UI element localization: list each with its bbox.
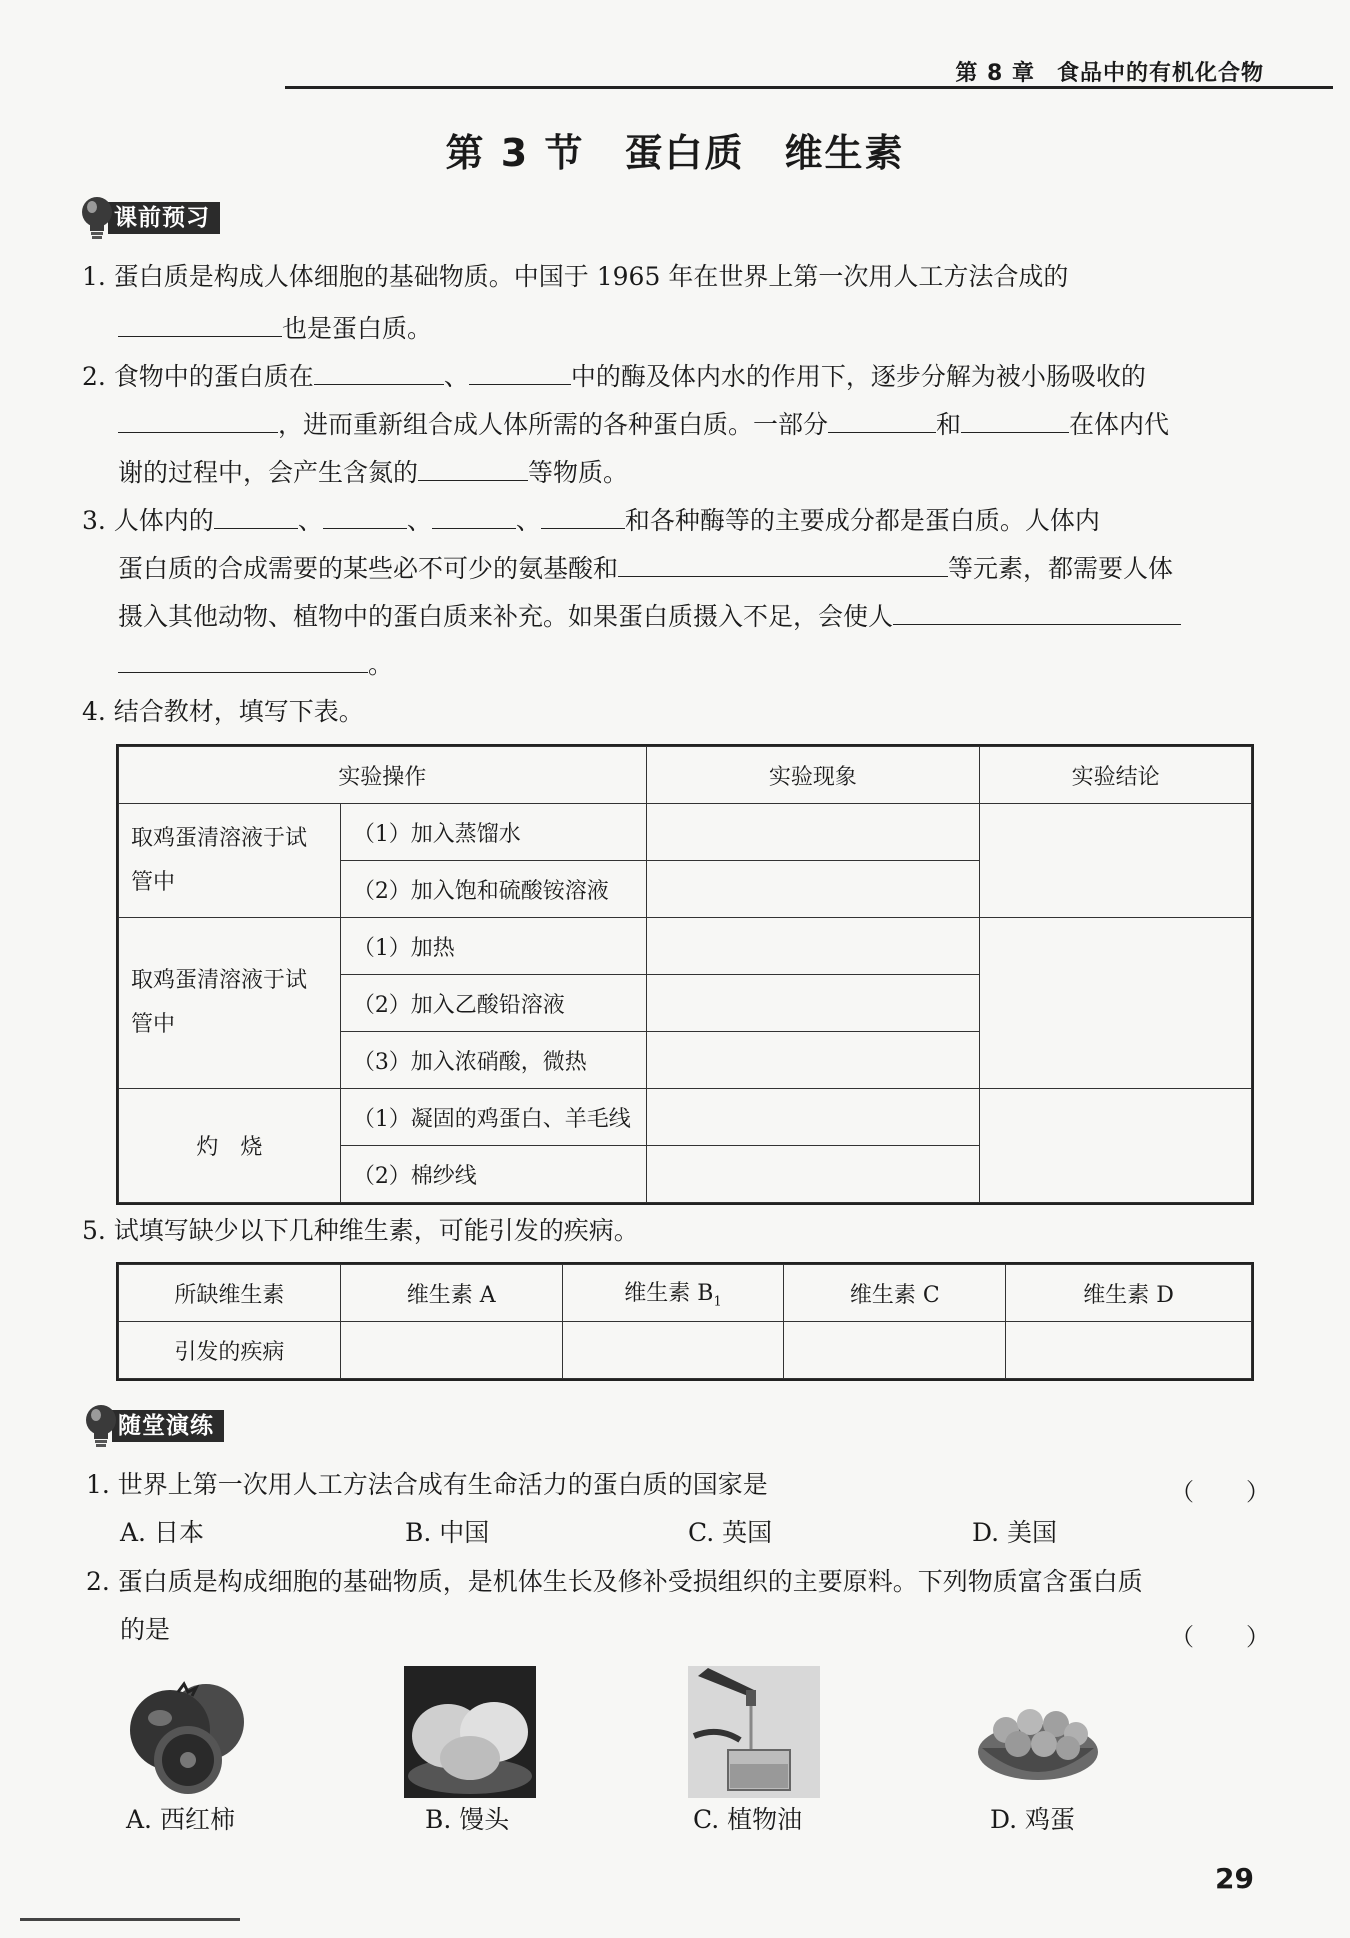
- phenomenon-cell[interactable]: [646, 861, 980, 918]
- option-c[interactable]: C. 植物油: [693, 1805, 803, 1834]
- section-label: 随堂演练: [112, 1410, 224, 1442]
- q4-prompt: 4. 结合教材，填写下表。: [82, 697, 364, 726]
- p2-stem-line2: 的是: [120, 1615, 171, 1644]
- answer-blank[interactable]: [893, 600, 1181, 625]
- q2-line1: 2. 食物中的蛋白质在 、 中的酶及体内水的作用下，逐步分解为被小肠吸收的: [82, 362, 1146, 391]
- answer-blank[interactable]: [323, 504, 407, 529]
- option-d[interactable]: D. 美国: [972, 1518, 1058, 1547]
- group-label: 灼 烧: [119, 1089, 341, 1203]
- q2-line3: 谢的过程中，会产生含氮的 等物质。: [118, 458, 629, 487]
- q5-prompt: 5. 试填写缺少以下几种维生素，可能引发的疾病。: [82, 1216, 639, 1245]
- operation-cell: （3）加入浓硝酸，微热: [340, 1032, 646, 1089]
- table-header: 所缺维生素: [119, 1265, 341, 1322]
- q1-line1: 1. 蛋白质是构成人体细胞的基础物质。中国于 1965 年在世界上第一次用人工方法合成的: [82, 262, 1069, 291]
- operation-cell: （1）加热: [340, 918, 646, 975]
- chapter-title: 食品中的有机化合物: [1056, 61, 1264, 86]
- conclusion-cell[interactable]: [980, 804, 1252, 918]
- phenomenon-cell[interactable]: [646, 975, 980, 1032]
- q1-line2: 也是蛋白质。: [118, 312, 432, 344]
- answer-blank[interactable]: [118, 648, 368, 673]
- phenomenon-cell[interactable]: [646, 1146, 980, 1203]
- chapter-number: 第 8 章: [955, 61, 1035, 86]
- operation-cell: （1）凝固的鸡蛋白、羊毛线: [340, 1089, 646, 1146]
- q3-line3: 摄入其他动物、植物中的蛋白质来补充。如果蛋白质摄入不足，会使人: [118, 600, 1181, 632]
- answer-blank[interactable]: [432, 504, 516, 529]
- table-row: [119, 1265, 1252, 1322]
- operation-cell: （2）加入饱和硫酸铵溶液: [340, 861, 646, 918]
- lightbulb-icon: [82, 1403, 120, 1449]
- group-label: 取鸡蛋清溶液于试管中: [119, 804, 341, 918]
- disease-cell[interactable]: [340, 1322, 562, 1379]
- table-row: [119, 1089, 1252, 1146]
- phenomenon-cell[interactable]: [646, 804, 980, 861]
- disease-cell[interactable]: [562, 1322, 784, 1379]
- answer-blank[interactable]: [961, 408, 1069, 433]
- answer-blank[interactable]: [618, 552, 948, 577]
- vegetable-oil-image[interactable]: [688, 1666, 820, 1802]
- running-header: [955, 56, 1264, 87]
- q2-line2: ，进而重新组合成人体所需的各种蛋白质。一部分 和 在体内代: [118, 408, 1169, 440]
- conclusion-cell[interactable]: [980, 918, 1252, 1089]
- table-header: 实验结论: [980, 747, 1252, 804]
- experiment-table: [118, 746, 1252, 1203]
- q3-line2: 蛋白质的合成需要的某些必不可少的氨基酸和 等元素，都需要人体: [118, 554, 1174, 583]
- conclusion-cell[interactable]: [980, 1089, 1252, 1203]
- answer-blank[interactable]: [418, 456, 528, 481]
- steamed-bun-image[interactable]: [404, 1666, 536, 1802]
- section-label: 课前预习: [108, 202, 220, 234]
- phenomenon-cell[interactable]: [646, 1032, 980, 1089]
- lightbulb-icon: [78, 195, 116, 241]
- phenomenon-cell[interactable]: [646, 918, 980, 975]
- page-number: 29: [1215, 1862, 1254, 1895]
- p1-stem: 1. 世界上第一次用人工方法合成有生命活力的蛋白质的国家是: [86, 1470, 768, 1499]
- operation-cell: （2）棉纱线: [340, 1146, 646, 1203]
- option-b[interactable]: B. 中国: [405, 1518, 490, 1547]
- answer-paren[interactable]: （ ）: [1170, 1623, 1284, 1651]
- table-header: 实验现象: [646, 747, 980, 804]
- table-row: [119, 1322, 1252, 1379]
- option-b[interactable]: B. 馒头: [425, 1805, 510, 1834]
- table-row: [119, 804, 1252, 861]
- vitamin-table: [118, 1264, 1252, 1379]
- table-header-row: [119, 747, 1252, 804]
- operation-cell: （2）加入乙酸铅溶液: [340, 975, 646, 1032]
- q3-line1: 3. 人体内的 、 、 、 和各种酶等的主要成分都是蛋白质。人体内: [82, 506, 1100, 535]
- answer-blank[interactable]: [118, 312, 282, 337]
- row-label: 引发的疾病: [119, 1322, 341, 1379]
- disease-cell[interactable]: [1006, 1322, 1252, 1379]
- page-title: 第 3 节 蛋白质 维生素: [445, 131, 905, 175]
- table-header: 维生素 $B_1$: [562, 1265, 784, 1322]
- p2-stem-line1: 2. 蛋白质是构成细胞的基础物质，是机体生长及修补受损组织的主要原料。下列物质富含蛋白质: [86, 1567, 1143, 1596]
- tomato-image[interactable]: [118, 1672, 258, 1806]
- option-d[interactable]: D. 鸡蛋: [990, 1805, 1076, 1834]
- answer-blank[interactable]: [214, 504, 298, 529]
- table-row: [119, 918, 1252, 975]
- disease-cell[interactable]: [784, 1322, 1006, 1379]
- operation-cell: （1）加入蒸馏水: [340, 804, 646, 861]
- section-badge-practice: [82, 1406, 224, 1446]
- q3-line4: 。: [118, 648, 393, 680]
- table-header: 维生素 A: [340, 1265, 562, 1322]
- section-badge-preview: [78, 198, 220, 238]
- phenomenon-cell[interactable]: [646, 1089, 980, 1146]
- answer-blank[interactable]: [118, 408, 278, 433]
- group-label: 取鸡蛋清溶液于试管中: [119, 918, 341, 1089]
- answer-blank[interactable]: [828, 408, 936, 433]
- answer-blank[interactable]: [314, 360, 444, 385]
- answer-paren[interactable]: （ ）: [1170, 1478, 1284, 1506]
- table-header: 维生素 C: [784, 1265, 1006, 1322]
- footer-rule: [20, 1918, 240, 1921]
- answer-blank[interactable]: [541, 504, 625, 529]
- option-c[interactable]: C. 英国: [688, 1518, 773, 1547]
- eggs-image[interactable]: [972, 1686, 1104, 1790]
- answer-blank[interactable]: [469, 360, 571, 385]
- option-a[interactable]: A. 日本: [120, 1518, 204, 1547]
- option-a[interactable]: A. 西红柿: [126, 1805, 235, 1834]
- header-rule: [285, 86, 1333, 89]
- table-header: 维生素 D: [1006, 1265, 1252, 1322]
- table-header: 实验操作: [119, 747, 647, 804]
